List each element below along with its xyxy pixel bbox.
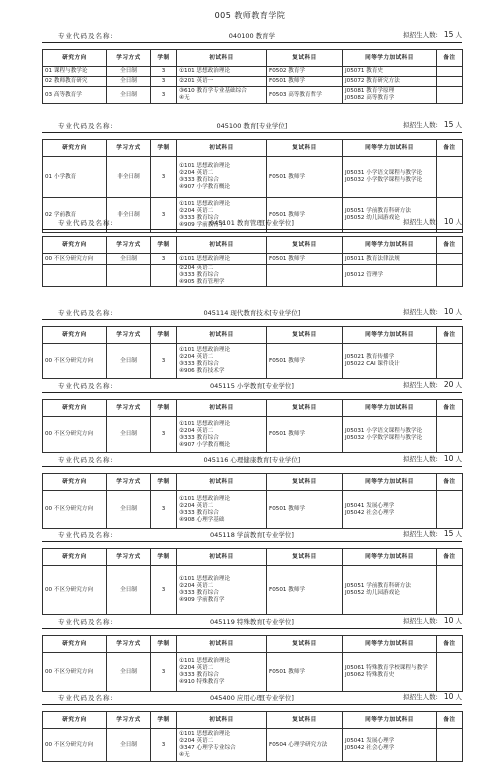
column-header: 同等学力加试科目 xyxy=(343,400,437,417)
program-header xyxy=(42,28,462,43)
column-header: 初试科目 xyxy=(177,549,267,566)
table-header-row xyxy=(43,400,463,417)
column-header: 初试科目 xyxy=(177,474,267,491)
quota xyxy=(403,692,462,701)
code-name-label: 专业代码及名称: xyxy=(58,32,114,40)
column-header: 同等学力加试科目 xyxy=(343,237,437,254)
cell-note xyxy=(437,729,463,762)
column-header: 学习方式 xyxy=(107,636,151,653)
column-header: 复试科目 xyxy=(267,400,343,417)
column-header: 学制 xyxy=(151,237,177,254)
column-header: 研究方向 xyxy=(43,712,107,729)
cell-years: 3 xyxy=(151,344,177,379)
column-header: 学习方式 xyxy=(107,712,151,729)
cell-retest xyxy=(267,265,343,287)
code-name-label: 专业代码及名称: xyxy=(58,309,114,317)
column-header: 研究方向 xyxy=(43,50,107,67)
cell-direction: 02 学前教育 xyxy=(43,198,107,233)
cell-exam: ①101 思想政治理论 ②204 英语二 ③333 教育综合 ④909 学前教育学 xyxy=(177,566,267,615)
cell-extra: J05041 发展心理学 J05042 社会心理学 xyxy=(343,491,437,529)
table-row xyxy=(43,729,463,762)
table-header-row xyxy=(43,549,463,566)
cell-years: 3 xyxy=(151,254,177,265)
cell-direction: 00 不区分研究方向 xyxy=(43,653,107,692)
cell-mode: 全日制 xyxy=(107,67,151,77)
cell-retest: F0502 教育学 xyxy=(267,67,343,77)
program-header xyxy=(42,378,462,393)
cell-direction: 00 不区分研究方向 xyxy=(43,417,107,453)
column-header: 研究方向 xyxy=(43,327,107,344)
cell-direction: 00 不区分研究方向 xyxy=(43,566,107,615)
program-block xyxy=(42,215,462,287)
program-name: 045115 小学教育[专业学位] xyxy=(210,382,294,390)
column-header: 学制 xyxy=(151,549,177,566)
quota-unit: 人 xyxy=(455,121,462,129)
quota-label: 拟招生人数: xyxy=(403,121,438,129)
cell-exam: ①101 思想政治理论 xyxy=(177,67,267,77)
program-header xyxy=(42,690,462,705)
cell-retest: F0501 教师学 xyxy=(267,77,343,87)
cell-retest: F0501 教师学 xyxy=(267,417,343,453)
cell-retest: F0503 高等教育哲学 xyxy=(267,87,343,104)
column-header: 学制 xyxy=(151,712,177,729)
program-block xyxy=(42,690,462,762)
quota-unit: 人 xyxy=(455,31,462,39)
cell-note xyxy=(437,417,463,453)
cell-exam: ①101 思想政治理论 ②204 英语二 ③333 教育综合 ④907 小学教育概论 xyxy=(177,417,267,453)
cell-exam: ①101 思想政治理论 ②204 英语二 ③333 教育综合 ④909 学前教育学 xyxy=(177,198,267,233)
program-table xyxy=(42,236,463,287)
cell-mode: 全日制 xyxy=(107,77,151,87)
cell-exam: ①101 思想政治理论 ②204 英语二 ③347 心理学专业综合 ④无 xyxy=(177,729,267,762)
cell-years: 3 xyxy=(151,198,177,233)
column-header: 复试科目 xyxy=(267,712,343,729)
cell-note xyxy=(437,566,463,615)
column-header: 备注 xyxy=(437,712,463,729)
code-name-label: 专业代码及名称: xyxy=(58,382,114,390)
cell-years: 3 xyxy=(151,87,177,104)
cell-direction: 03 高等教育学 xyxy=(43,87,107,104)
program-name: 045400 应用心理[专业学位] xyxy=(210,694,294,702)
cell-years: 3 xyxy=(151,653,177,692)
column-header: 学习方式 xyxy=(107,549,151,566)
cell-years: 3 xyxy=(151,566,177,615)
cell-mode: 全日制 xyxy=(107,566,151,615)
cell-retest: F0501 教师学 xyxy=(267,653,343,692)
column-header: 学制 xyxy=(151,474,177,491)
column-header: 学制 xyxy=(151,400,177,417)
cell-direction: 02 教师教育研究 xyxy=(43,77,107,87)
cell-retest: F0501 教师学 xyxy=(267,491,343,529)
program-block xyxy=(42,28,462,104)
column-header: 备注 xyxy=(437,636,463,653)
code-name-label: 专业代码及名称: xyxy=(58,694,114,702)
cell-note xyxy=(437,491,463,529)
cell-direction: 00 不区分研究方向 xyxy=(43,344,107,379)
table-row xyxy=(43,653,463,692)
program-name: 040100 教育学 xyxy=(228,32,276,40)
column-header: 初试科目 xyxy=(177,237,267,254)
column-header: 备注 xyxy=(437,327,463,344)
table-row xyxy=(43,67,463,77)
quota-unit: 人 xyxy=(455,455,462,463)
program-name: 045116 心理健康教育[专业学位] xyxy=(203,456,301,464)
column-header: 备注 xyxy=(437,50,463,67)
column-header: 备注 xyxy=(437,474,463,491)
column-header: 学习方式 xyxy=(107,237,151,254)
program-block xyxy=(42,614,462,692)
column-header: 同等学力加试科目 xyxy=(343,712,437,729)
quota xyxy=(403,616,462,625)
cell-exam: ①101 思想政治理论 ②204 英语二 ③333 教育综合 ④907 小学教育概论 xyxy=(177,157,267,198)
cell-retest: F0504 心理学研究方法 xyxy=(267,729,343,762)
quota xyxy=(403,454,462,463)
quota-unit: 人 xyxy=(455,218,462,226)
column-header: 同等学力加试科目 xyxy=(343,549,437,566)
code-name-label: 专业代码及名称: xyxy=(58,219,114,227)
quota-value: 10 xyxy=(443,454,454,463)
quota-unit: 人 xyxy=(455,693,462,701)
cell-direction xyxy=(43,265,107,287)
cell-exam: ②204 英语二 ③333 教育综合 ④905 教育管理学 xyxy=(177,265,267,287)
quota-label: 拟招生人数: xyxy=(403,530,438,538)
cell-extra: J05071 教育史 xyxy=(343,67,437,77)
table-row xyxy=(43,344,463,379)
cell-direction: 00 不区分研究方向 xyxy=(43,254,107,265)
column-header: 初试科目 xyxy=(177,400,267,417)
column-header: 学习方式 xyxy=(107,140,151,157)
column-header: 复试科目 xyxy=(267,636,343,653)
column-header: 初试科目 xyxy=(177,327,267,344)
quota xyxy=(403,30,462,39)
program-table xyxy=(42,399,463,453)
column-header: 备注 xyxy=(437,140,463,157)
column-header: 研究方向 xyxy=(43,400,107,417)
cell-retest: F0501 教师学 xyxy=(267,566,343,615)
quota-label: 拟招生人数: xyxy=(403,31,438,39)
program-block xyxy=(42,378,462,453)
program-table xyxy=(42,711,463,762)
cell-direction: 00 不区分研究方向 xyxy=(43,729,107,762)
column-header: 学习方式 xyxy=(107,50,151,67)
page-title: 005 教师教育学院 xyxy=(214,11,286,20)
column-header: 初试科目 xyxy=(177,140,267,157)
code-name-label: 专业代码及名称: xyxy=(58,618,114,626)
column-header: 学习方式 xyxy=(107,400,151,417)
column-header: 研究方向 xyxy=(43,140,107,157)
cell-note xyxy=(437,344,463,379)
cell-years: 3 xyxy=(151,67,177,77)
cell-note xyxy=(437,67,463,77)
column-header: 复试科目 xyxy=(267,140,343,157)
program-table xyxy=(42,49,463,104)
program-header xyxy=(42,527,462,542)
quota xyxy=(403,380,462,389)
column-header: 同等学力加试科目 xyxy=(343,636,437,653)
table-row xyxy=(43,254,463,265)
cell-exam: ①101 思想政治理论 ②204 英语二 ③333 教育综合 ④908 心理学基础 xyxy=(177,491,267,529)
cell-extra: J05011 教育法律法规 xyxy=(343,254,437,265)
column-header: 复试科目 xyxy=(267,327,343,344)
cell-retest: F0501 教师学 xyxy=(267,254,343,265)
quota-unit: 人 xyxy=(455,617,462,625)
cell-direction: 01 小学教育 xyxy=(43,157,107,198)
cell-extra: J05051 学前教育科研方法 J05052 幼儿园游戏论 xyxy=(343,198,437,233)
quota-label: 拟招生人数: xyxy=(403,381,438,389)
cell-retest: F0501 教师学 xyxy=(267,157,343,198)
quota xyxy=(403,529,462,538)
cell-note xyxy=(437,87,463,104)
cell-retest: F0501 教师学 xyxy=(267,344,343,379)
cell-extra: J05031 小学语文课程与教学论 J05032 小学数学课程与教学论 xyxy=(343,157,437,198)
cell-extra: J05041 发展心理学 J05042 社会心理学 xyxy=(343,729,437,762)
column-header: 学制 xyxy=(151,327,177,344)
column-header: 复试科目 xyxy=(267,549,343,566)
cell-note xyxy=(437,265,463,287)
cell-direction: 00 不区分研究方向 xyxy=(43,491,107,529)
table-row xyxy=(43,77,463,87)
program-name: 045119 特殊教育[专业学位] xyxy=(210,618,294,626)
program-header xyxy=(42,305,462,320)
program-name: 045114 现代教育技术[专业学位] xyxy=(203,309,301,317)
column-header: 学制 xyxy=(151,50,177,67)
column-header: 复试科目 xyxy=(267,50,343,67)
table-row xyxy=(43,566,463,615)
cell-extra: J05072 教育研究方法 xyxy=(343,77,437,87)
table-header-row xyxy=(43,474,463,491)
table-row xyxy=(43,157,463,198)
cell-exam: ②201 英语一 xyxy=(177,77,267,87)
quota-value: 20 xyxy=(443,380,454,389)
column-header: 研究方向 xyxy=(43,636,107,653)
column-header: 初试科目 xyxy=(177,712,267,729)
column-header: 学制 xyxy=(151,636,177,653)
column-header: 备注 xyxy=(437,237,463,254)
column-header: 初试科目 xyxy=(177,636,267,653)
column-header: 同等学力加试科目 xyxy=(343,140,437,157)
column-header: 学习方式 xyxy=(107,474,151,491)
quota-unit: 人 xyxy=(455,530,462,538)
cell-mode: 全日制 xyxy=(107,254,151,265)
program-name: 045100 教育[专业学位] xyxy=(216,122,288,130)
column-header: 复试科目 xyxy=(267,237,343,254)
cell-note xyxy=(437,653,463,692)
program-header xyxy=(42,118,462,133)
quota-value: 10 xyxy=(443,616,454,625)
quota xyxy=(403,120,462,129)
cell-years: 3 xyxy=(151,729,177,762)
quota-unit: 人 xyxy=(455,381,462,389)
cell-note xyxy=(437,77,463,87)
column-header: 同等学力加试科目 xyxy=(343,50,437,67)
cell-mode: 全日制 xyxy=(107,344,151,379)
quota-value: 15 xyxy=(443,30,454,39)
cell-years: 3 xyxy=(151,157,177,198)
quota-label: 拟招生人数: xyxy=(403,617,438,625)
cell-mode: 全日制 xyxy=(107,729,151,762)
program-name: 045118 学前教育[专业学位] xyxy=(210,531,294,539)
cell-note xyxy=(437,157,463,198)
column-header: 初试科目 xyxy=(177,50,267,67)
table-row xyxy=(43,417,463,453)
column-header: 同等学力加试科目 xyxy=(343,474,437,491)
cell-mode: 全日制 xyxy=(107,87,151,104)
table-row xyxy=(43,265,463,287)
quota-label: 拟招生人数: xyxy=(403,308,438,316)
cell-years: 3 xyxy=(151,417,177,453)
program-block xyxy=(42,527,462,615)
program-name: 045101 教育管理[专业学位] xyxy=(210,219,294,227)
quota-label: 拟招生人数: xyxy=(403,693,438,701)
cell-extra: J05061 特殊教育学校课程与教学 J05062 特殊教育史 xyxy=(343,653,437,692)
program-table xyxy=(42,548,463,615)
quota-unit: 人 xyxy=(455,308,462,316)
column-header: 备注 xyxy=(437,400,463,417)
quota-value: 10 xyxy=(443,307,454,316)
table-header-row xyxy=(43,140,463,157)
program-table xyxy=(42,473,463,529)
column-header: 学习方式 xyxy=(107,327,151,344)
table-header-row xyxy=(43,712,463,729)
quota-value: 15 xyxy=(443,120,454,129)
cell-direction: 01 课程与教学论 xyxy=(43,67,107,77)
column-header: 备注 xyxy=(437,549,463,566)
cell-extra: J05012 管理学 xyxy=(343,265,437,287)
cell-mode: 非全日制 xyxy=(107,198,151,233)
program-table xyxy=(42,326,463,379)
code-name-label: 专业代码及名称: xyxy=(58,531,114,539)
cell-exam: ①101 思想政治理论 xyxy=(177,254,267,265)
cell-extra: J05031 小学语文课程与教学论 J05032 小学数学课程与教学论 xyxy=(343,417,437,453)
cell-retest: F0501 教师学 xyxy=(267,198,343,233)
cell-exam: ①101 思想政治理论 ②204 英语二 ③333 教育综合 ④910 特殊教育学 xyxy=(177,653,267,692)
column-header: 研究方向 xyxy=(43,237,107,254)
quota-value: 10 xyxy=(443,692,454,701)
program-header xyxy=(42,452,462,467)
cell-years: 3 xyxy=(151,77,177,87)
table-row xyxy=(43,491,463,529)
cell-extra: J05021 教育传播学 J05022 CAI 课件设计 xyxy=(343,344,437,379)
column-header: 复试科目 xyxy=(267,474,343,491)
cell-mode: 全日制 xyxy=(107,417,151,453)
column-header: 研究方向 xyxy=(43,549,107,566)
table-header-row xyxy=(43,327,463,344)
quota-value: 10 xyxy=(443,217,454,226)
cell-mode: 非全日制 xyxy=(107,157,151,198)
program-block xyxy=(42,305,462,379)
cell-years xyxy=(151,265,177,287)
table-header-row xyxy=(43,50,463,67)
cell-note xyxy=(437,254,463,265)
cell-extra: J05081 教育学原理 J05082 高等教育学 xyxy=(343,87,437,104)
quota-label: 拟招生人数: xyxy=(403,218,438,226)
quota xyxy=(403,307,462,316)
program-block xyxy=(42,452,462,529)
program-header xyxy=(42,614,462,629)
cell-exam: ①101 思想政治理论 ②204 英语二 ③333 教育综合 ④906 教育技术学 xyxy=(177,344,267,379)
column-header: 同等学力加试科目 xyxy=(343,327,437,344)
cell-mode: 全日制 xyxy=(107,491,151,529)
program-header xyxy=(42,215,462,230)
table-header-row xyxy=(43,237,463,254)
code-name-label: 专业代码及名称: xyxy=(58,456,114,464)
column-header: 研究方向 xyxy=(43,474,107,491)
code-name-label: 专业代码及名称: xyxy=(58,122,114,130)
column-header: 学制 xyxy=(151,140,177,157)
cell-mode: 全日制 xyxy=(107,653,151,692)
cell-exam: ③610 教育学专业基础综合 ④无 xyxy=(177,87,267,104)
table-header-row xyxy=(43,636,463,653)
quota-label: 拟招生人数: xyxy=(403,455,438,463)
cell-mode xyxy=(107,265,151,287)
quota xyxy=(403,217,462,226)
program-table xyxy=(42,635,463,692)
cell-extra: J05051 学前教育科研方法 J05052 幼儿园游戏论 xyxy=(343,566,437,615)
cell-years: 3 xyxy=(151,491,177,529)
table-row xyxy=(43,87,463,104)
quota-value: 15 xyxy=(443,529,454,538)
